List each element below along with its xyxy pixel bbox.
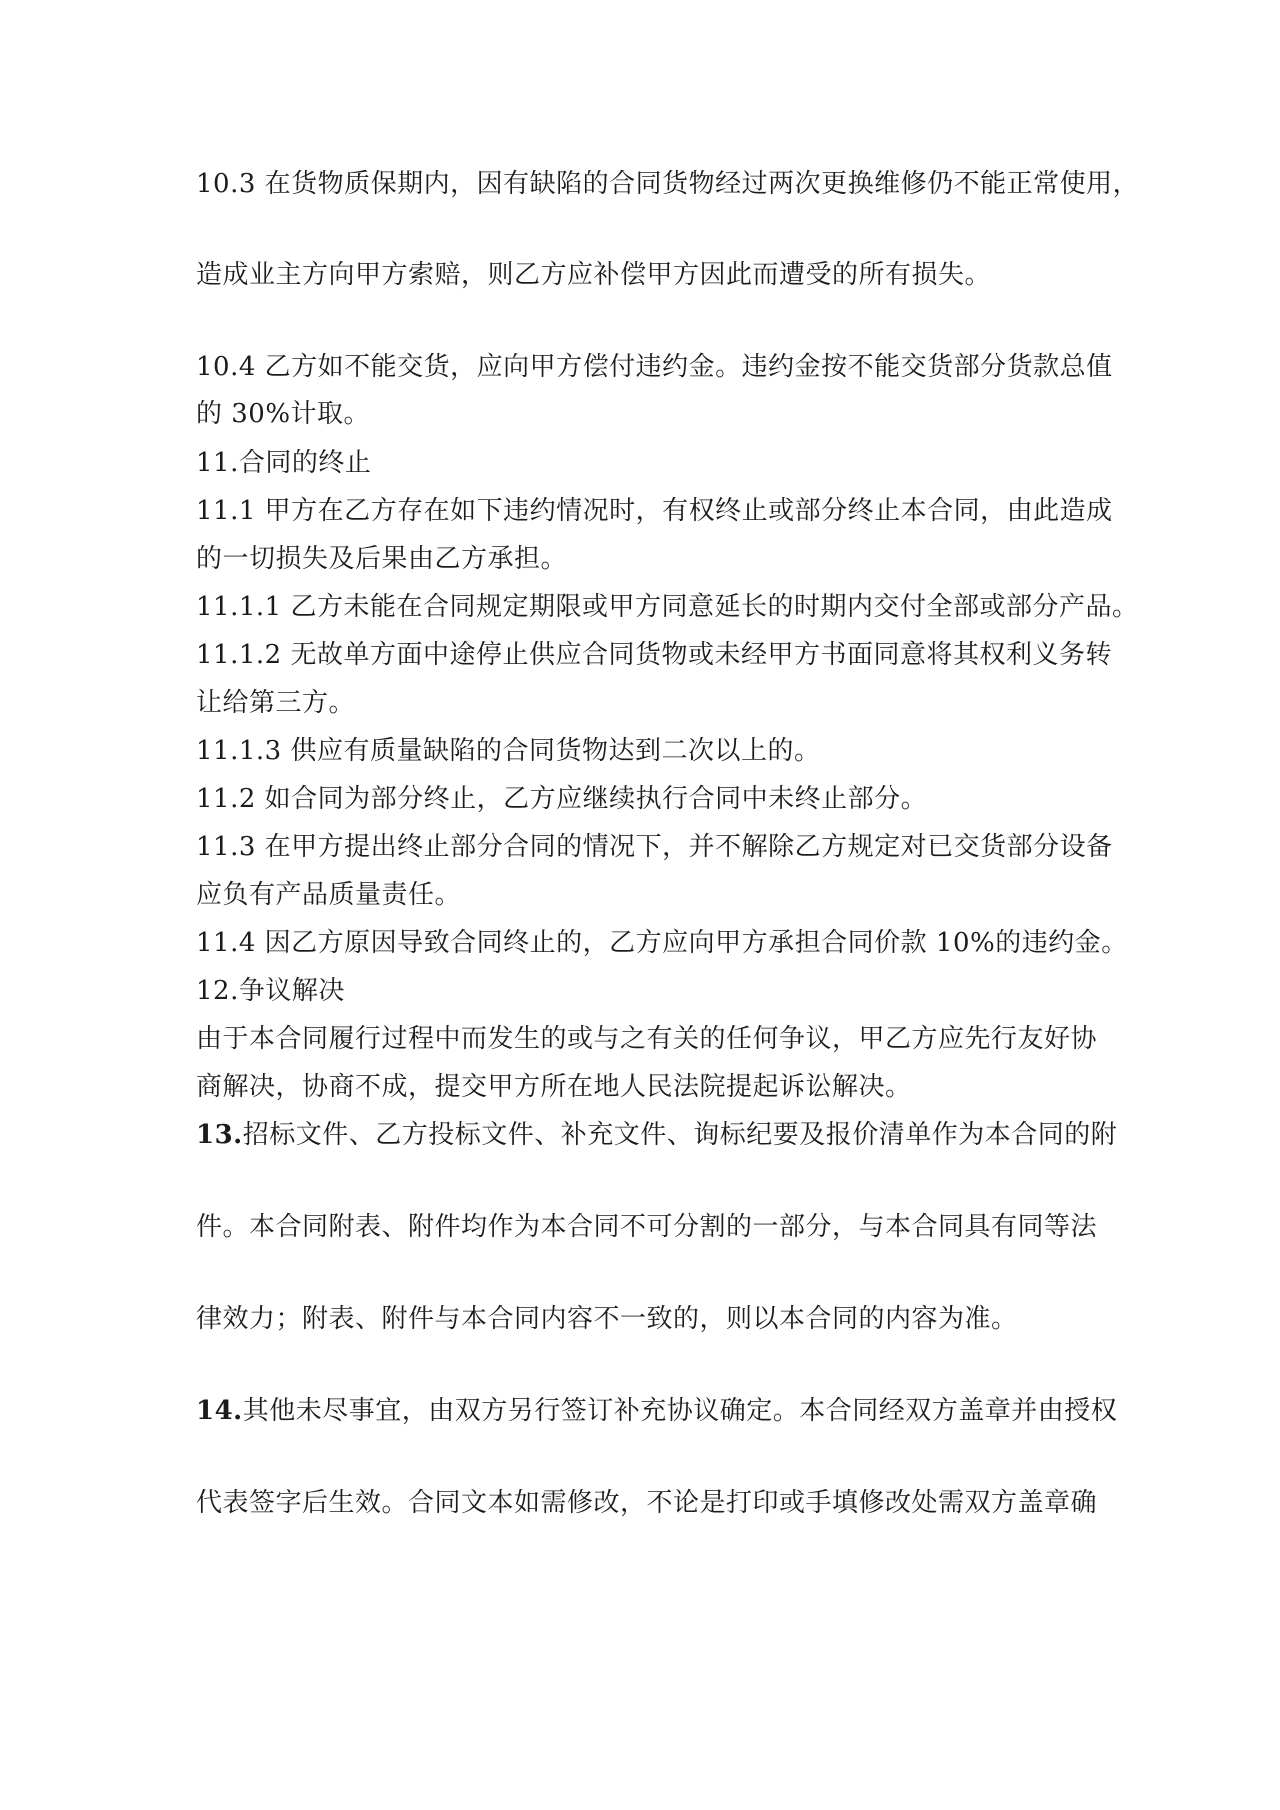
text-line-11-1-b: 的一切损失及后果由乙方承担。 [196, 544, 568, 574]
text-line-11-4: 11.4 因乙方原因导致合同终止的，乙方应向甲方承担合同价款 10%的违约金。 [196, 928, 1128, 958]
text-line-10-3-a: 10.3 在货物质保期内，因有缺陷的合同货物经过两次更换维修仍不能正常使用， [196, 169, 1140, 199]
text-line-12-a: 由于本合同履行过程中而发生的或与之有关的任何争议，甲乙方应先行友好协 [196, 1024, 1098, 1054]
text-line-10-3-b: 造成业主方向甲方索赔，则乙方应补偿甲方因此而遭受的所有损失。 [196, 260, 992, 290]
text-line-13-c: 律效力；附表、附件与本合同内容不一致的，则以本合同的内容为准。 [196, 1304, 1018, 1334]
text-line-11-2: 11.2 如合同为部分终止，乙方应继续执行合同中未终止部分。 [196, 784, 928, 814]
text-line-11-1-1: 11.1.1 乙方未能在合同规定期限或甲方同意延长的时期内交付全部或部分产品。 [196, 592, 1139, 622]
text-line-10-4-b: 的 30%计取。 [196, 399, 371, 429]
text-line-13-a [196, 1118, 1118, 1152]
section-number-14: 14. [196, 1396, 243, 1426]
text-line-10-4-a: 10.4 乙方如不能交货，应向甲方偿付违约金。违约金按不能交货部分货款总值 [196, 352, 1113, 382]
section-text-14: 其他未尽事宜，由双方另行签订补充协议确定。本合同经双方盖章并由授权 [242, 1396, 1118, 1426]
section-number-13: 13. [196, 1120, 243, 1150]
text-line-11-1-2-b: 让给第三方。 [196, 688, 356, 718]
text-line-11-3-b: 应负有产品质量责任。 [196, 880, 462, 910]
section-heading-12: 12.争议解决 [196, 976, 345, 1006]
section-heading-11: 11.合同的终止 [196, 448, 372, 478]
section-text-13: 招标文件、乙方投标文件、补充文件、询标纪要及报价清单作为本合同的附 [242, 1120, 1118, 1150]
text-line-14-b: 代表签字后生效。合同文本如需修改，不论是打印或手填修改处需双方盖章确 [196, 1488, 1098, 1518]
text-line-11-1-3: 11.1.3 供应有质量缺陷的合同货物达到二次以上的。 [196, 736, 821, 766]
text-line-11-1-a: 11.1 甲方在乙方存在如下违约情况时，有权终止或部分终止本合同，由此造成 [196, 496, 1113, 526]
text-line-11-1-2-a: 11.1.2 无故单方面中途停止供应合同货物或未经甲方书面同意将其权利义务转 [196, 640, 1112, 670]
text-line-14-a [196, 1394, 1118, 1428]
text-line-13-b: 件。本合同附表、附件均作为本合同不可分割的一部分，与本合同具有同等法 [196, 1212, 1098, 1242]
text-line-12-b: 商解决，协商不成，提交甲方所在地人民法院提起诉讼解决。 [196, 1072, 912, 1102]
text-line-11-3-a: 11.3 在甲方提出终止部分合同的情况下，并不解除乙方规定对已交货部分设备 [196, 832, 1113, 862]
